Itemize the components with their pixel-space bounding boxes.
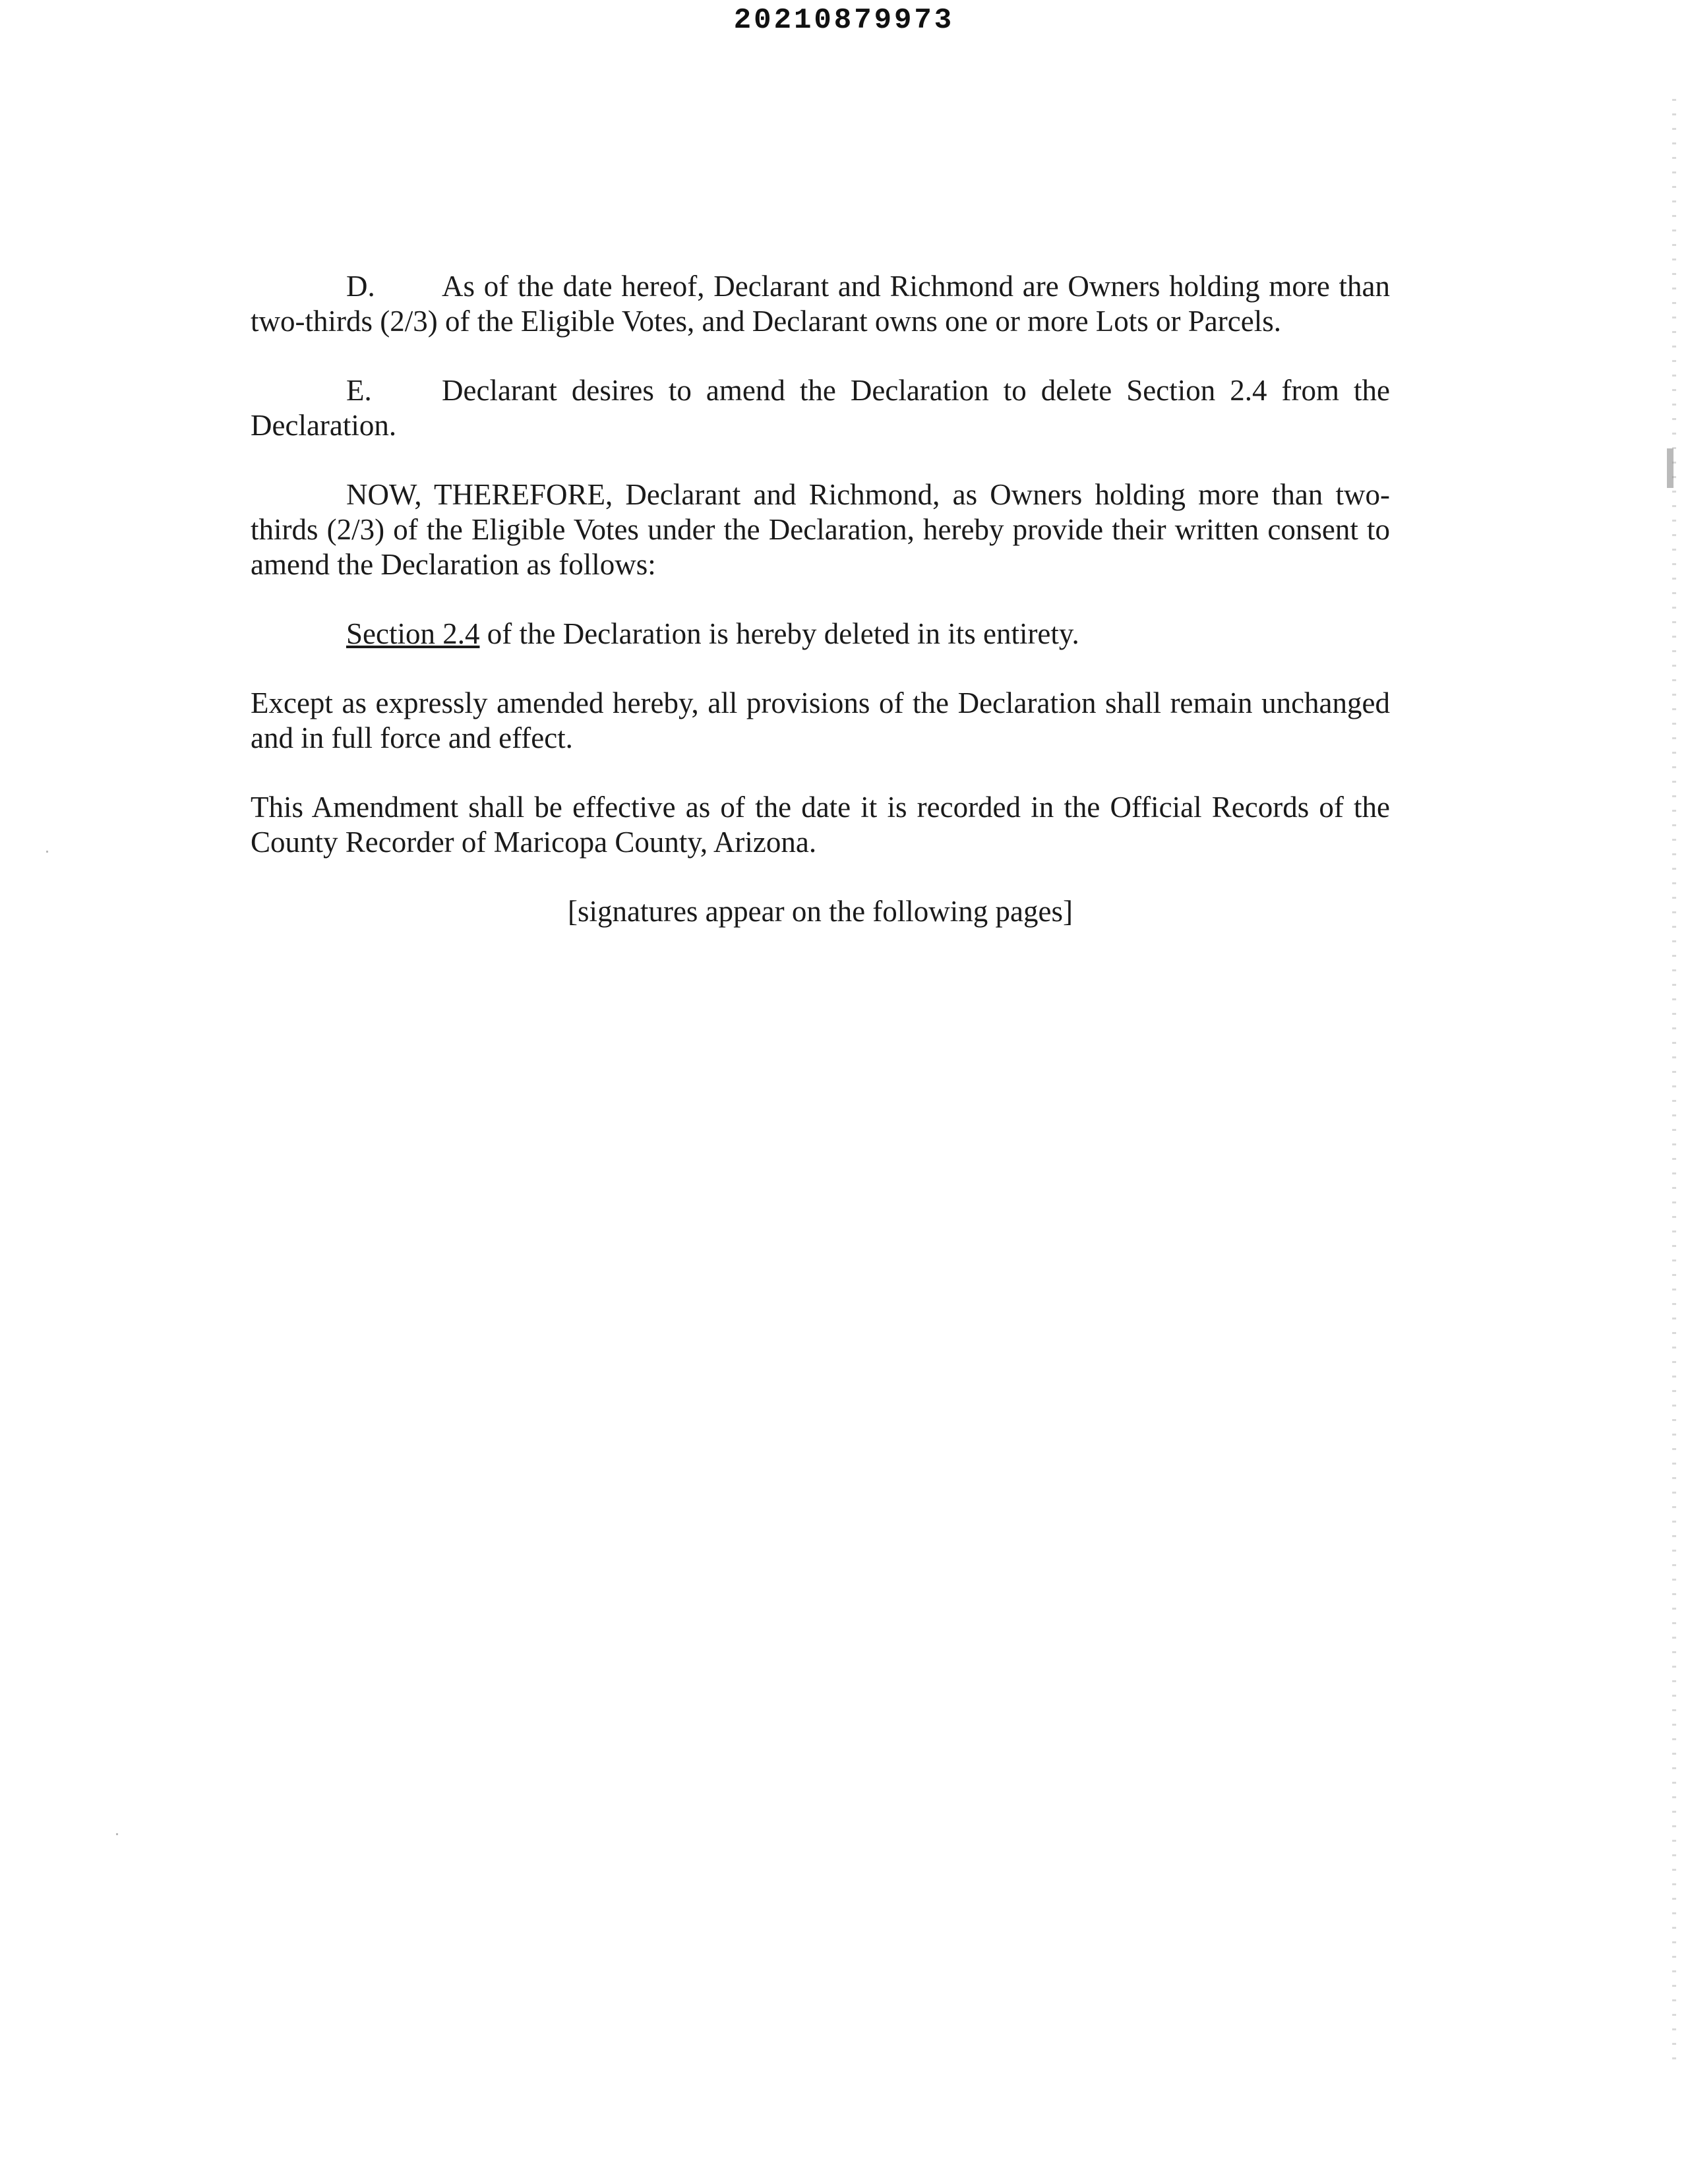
signature-note: [signatures appear on the following pages]	[567, 895, 1073, 928]
except-paragraph: Except as expressly amended hereby, all provisions of the Declaration shall remain unchanged and in full force and effect.	[251, 686, 1390, 754]
scan-mark	[1667, 448, 1673, 488]
amendment-paragraph	[346, 617, 1390, 652]
recital-d	[251, 269, 1390, 339]
recital-e-text: Declarant desires to amend the Declaration to delete Section 2.4 from the Declaration.	[251, 374, 1390, 442]
now-therefore-paragraph: NOW, THEREFORE, Declarant and Richmond, as Owners holding more than two-thirds (2/3) of the Eligible Votes under the Declaration, hereby provide their written consent to amend the Declaration as follows:	[251, 478, 1390, 581]
scan-speck	[46, 851, 48, 853]
scan-edge-artifact	[1672, 99, 1676, 2064]
scan-speck	[116, 1833, 118, 1835]
document-body	[251, 269, 1390, 929]
effective-paragraph: This Amendment shall be effective as of the date it is recorded in the Official Records of the County Recorder of Maricopa County, Arizona.	[251, 791, 1390, 859]
recital-e-label: E.	[346, 374, 372, 407]
recital-e	[251, 373, 1390, 443]
section-reference: Section 2.4	[346, 617, 480, 650]
amendment-text: of the Declaration is hereby deleted in its entirety.	[479, 617, 1079, 650]
recital-d-label: D.	[346, 270, 375, 303]
recording-number: 20210879973	[733, 4, 955, 37]
recital-d-text: As of the date hereof, Declarant and Richmond are Owners holding more than two-thirds (2/3) of the Eligible Votes, and Declarant owns one or more Lots or Parcels.	[251, 270, 1390, 338]
